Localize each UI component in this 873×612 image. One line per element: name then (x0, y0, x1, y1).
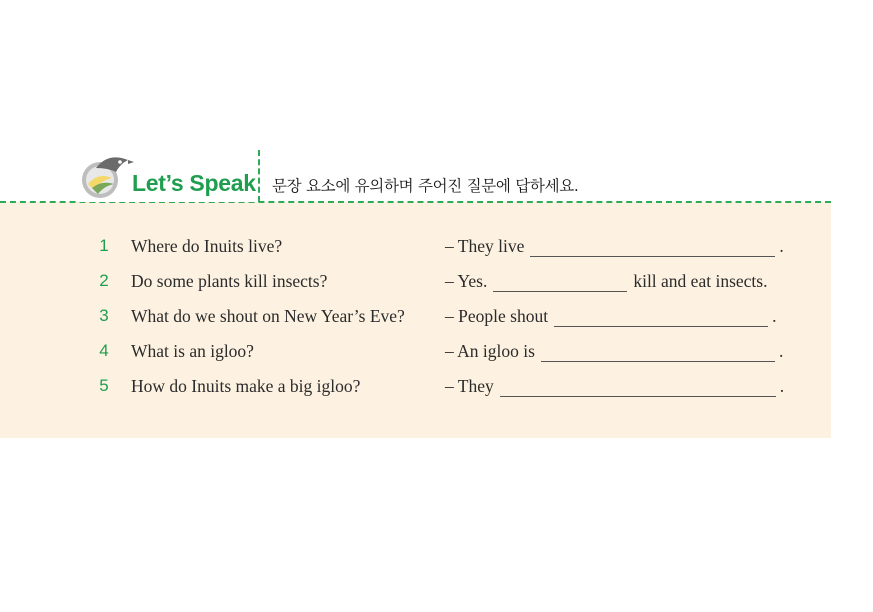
answer-blank[interactable] (500, 376, 776, 397)
answer-blank[interactable] (530, 236, 775, 257)
qa-item (0, 376, 831, 406)
answer-line (445, 341, 783, 362)
answer-prefix: – An igloo is (445, 341, 535, 361)
answer-blank[interactable] (554, 306, 768, 327)
answer-prefix: – They (445, 376, 494, 396)
item-number: 3 (99, 306, 109, 325)
qa-item (0, 236, 831, 266)
answer-suffix: . (779, 376, 785, 396)
question-text: Do some plants kill insects? (131, 271, 328, 291)
item-number: 1 (99, 236, 109, 255)
answer-suffix: . (779, 236, 784, 256)
item-number: 2 (99, 271, 109, 290)
question-text: What is an igloo? (131, 341, 254, 361)
answer-suffix: kill and eat insects. (633, 271, 768, 291)
item-number: 4 (99, 341, 109, 360)
answer-prefix: – People shout (445, 306, 549, 326)
qa-item (0, 341, 831, 371)
answer-prefix: – Yes. (445, 271, 488, 291)
qa-item (0, 306, 831, 336)
section-title: Let’s Speak (132, 170, 256, 196)
answer-blank[interactable] (541, 341, 775, 362)
speaking-bird-logo-icon (78, 150, 134, 202)
qa-item (0, 271, 831, 301)
answer-line (445, 271, 767, 292)
answer-line (445, 306, 776, 327)
question-text: What do we shout on New Year’s Eve? (131, 306, 405, 326)
answer-prefix: – They live (445, 236, 525, 256)
item-number: 5 (99, 376, 109, 395)
answer-line (445, 236, 784, 257)
section-header (78, 150, 260, 202)
question-text: How do Inuits make a big igloo? (131, 376, 361, 396)
instruction-text: 문장 요소에 유의하며 주어진 질문에 답하세요. (272, 177, 579, 195)
answer-suffix: . (778, 341, 784, 361)
answer-blank[interactable] (493, 271, 627, 292)
answer-line (445, 376, 784, 397)
question-text: Where do Inuits live? (131, 236, 283, 256)
lets-speak-section (0, 150, 831, 438)
answer-suffix: . (772, 306, 777, 326)
